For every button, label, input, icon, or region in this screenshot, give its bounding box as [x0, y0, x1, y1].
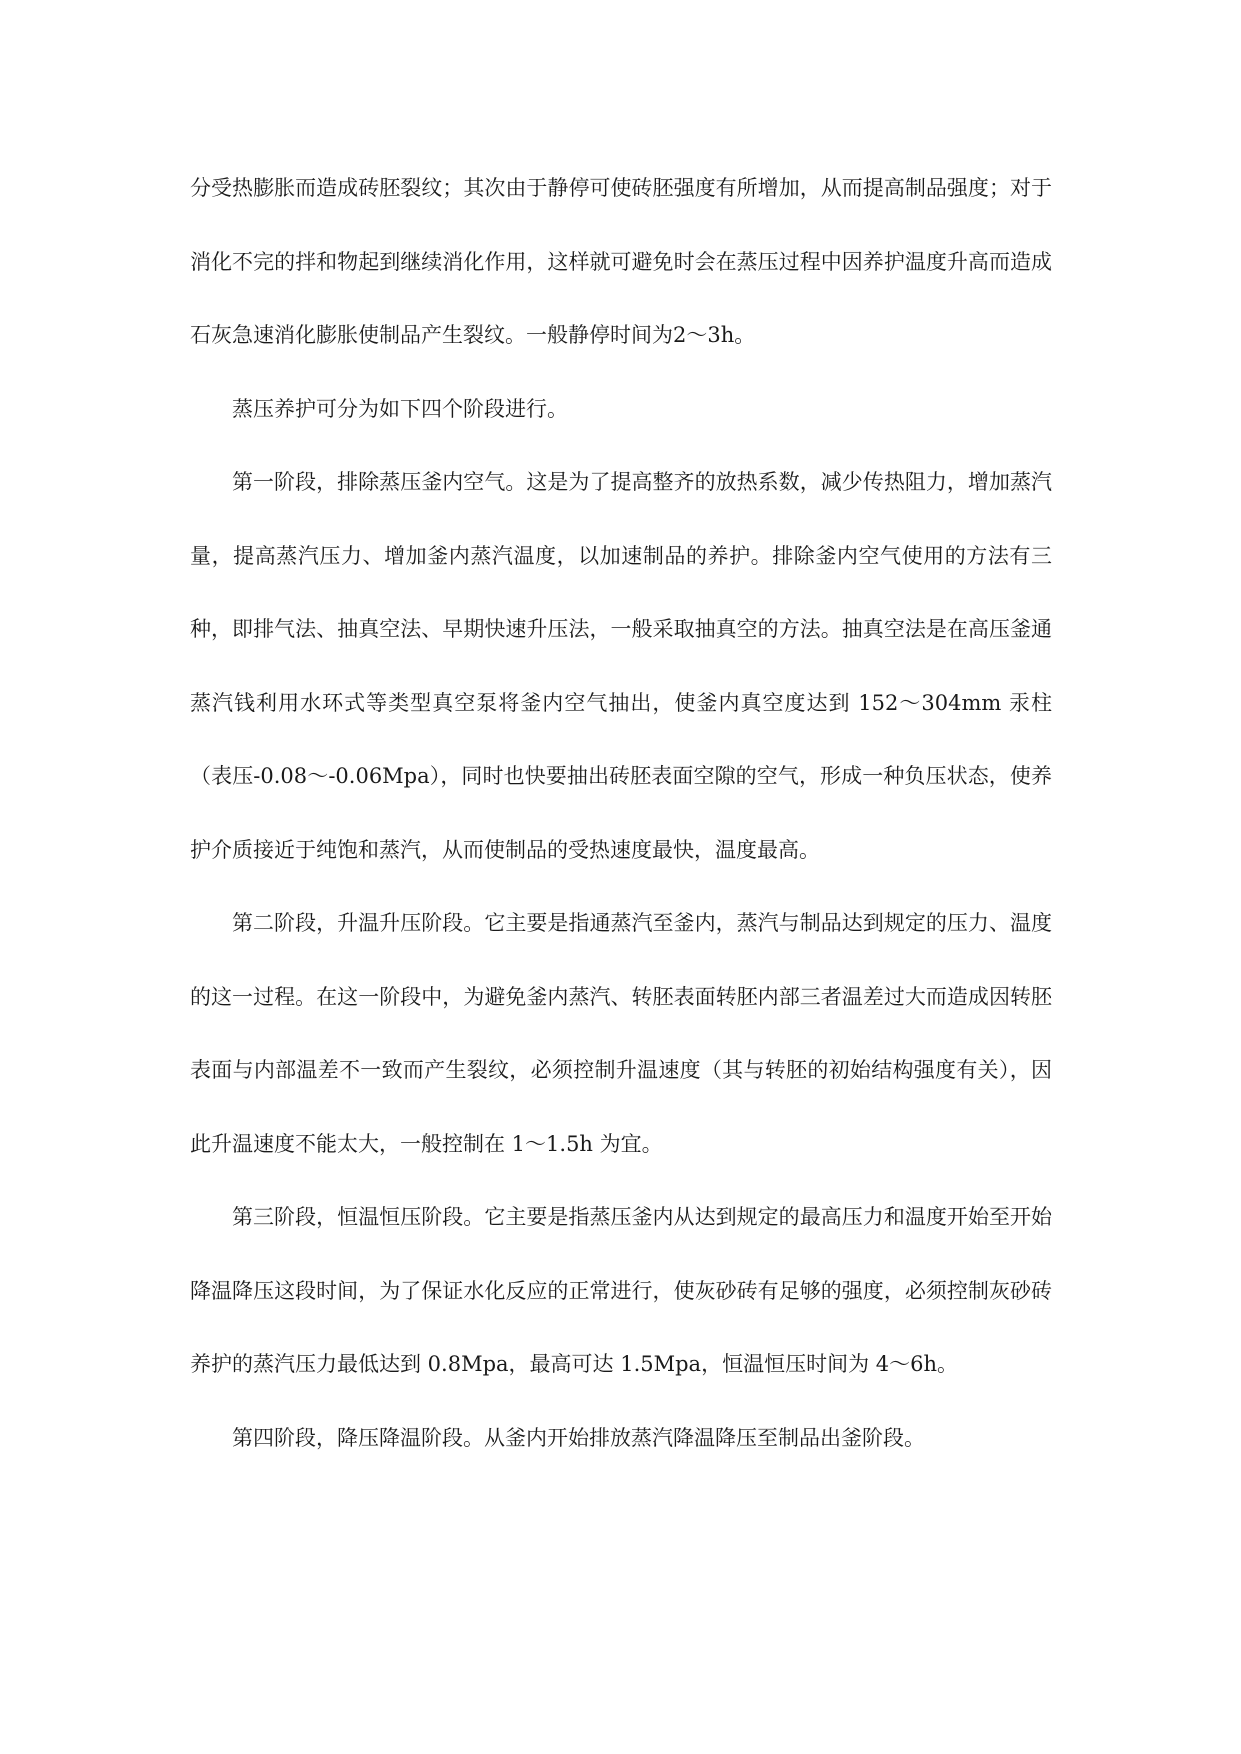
- document-body: [190, 152, 1052, 1475]
- paragraph-continuation: 分受热膨胀而造成砖胚裂纹；其次由于静停可使砖胚强度有所增加，从而提高制品强度；对于消化不完的拌和物起到继续消化作用，这样就可避免时会在蒸压过程中因养护温度升高而造成石灰急速消化膨胀使制品产生裂纹。一般静停时间为2～3h。: [190, 176, 1052, 347]
- paragraph-stage-two: 第二阶段，升温升压阶段。它主要是指通蒸汽至釜内，蒸汽与制品达到规定的压力、温度的这一过程。在这一阶段中，为避免釜内蒸汽、转胚表面转胚内部三者温差过大而造成因转胚表面与内部温差不一致而产生裂纹，必须控制升温速度（其与转胚的初始结构强度有关），因此升温速度不能太大，一般控制在 1～1.5h 为宜。: [190, 911, 1052, 1156]
- paragraph-stage-four: 第四阶段，降压降温阶段。从釜内开始排放蒸汽降温降压至制品出釜阶段。: [232, 1425, 925, 1450]
- paragraph-stage-one: 第一阶段，排除蒸压釜内空气。这是为了提高整齐的放热系数，减少传热阻力，增加蒸汽量，提高蒸汽压力、增加釜内蒸汽温度，以加速制品的养护。排除釜内空气使用的方法有三种，即排气法、抽真空法、早期快速升压法，一般采取抽真空的方法。抽真空法是在高压釜通蒸汽钱利用水环式等类型真空泵将釜内空气抽出，使釜内真空度达到 152～304mm 汞柱（表压-0.08～-0.06Mpa），同时也快要抽出砖胚表面空隙的空气，形成一种负压状态，使养护介质接近于纯饱和蒸汽，从而使制品的受热速度最快，温度最高。: [190, 470, 1052, 862]
- paragraph-stage-three: 第三阶段，恒温恒压阶段。它主要是指蒸压釜内从达到规定的最高压力和温度开始至开始降温降压这段时间，为了保证水化反应的正常进行，使灰砂砖有足够的强度，必须控制灰砂砖养护的蒸汽压力最低达到 0.8Mpa，最高可达 1.5Mpa，恒温恒压时间为 4～6h。: [190, 1205, 1052, 1376]
- paragraph-intro-stages: 蒸压养护可分为如下四个阶段进行。: [232, 396, 568, 421]
